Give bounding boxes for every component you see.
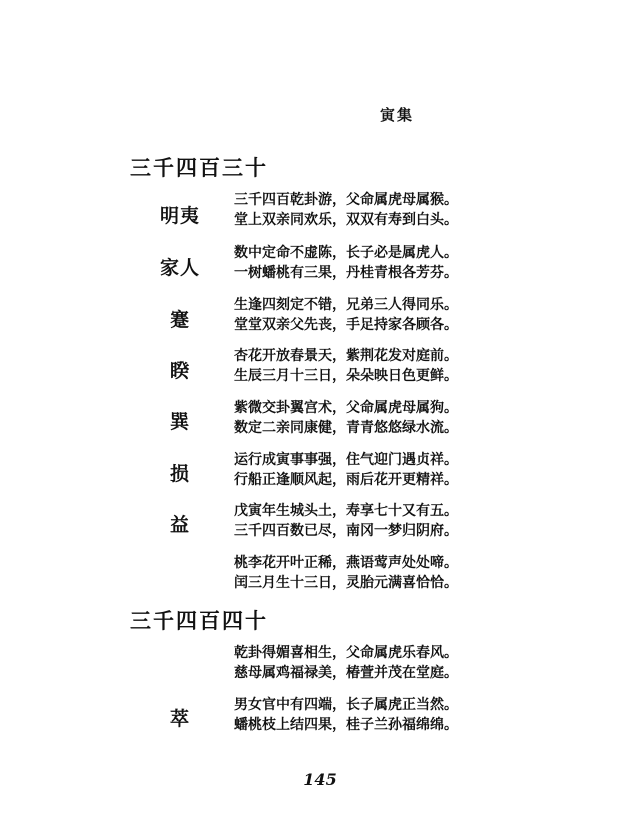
verse-line: 运行成寅事事强，住气迎门遇贞祥。 [234,452,458,468]
gua-name: 巽 [169,411,190,433]
gua-name: 蹇 [169,309,190,331]
verse-block [234,450,458,490]
verse-line: 行船正逢顺风起，雨后花开更精祥。 [234,472,458,488]
verse-line: 堂堂双亲父先丧，手足持家各顾各。 [234,317,458,333]
verse-line: 桃李花开叶正稀，燕语莺声处处啼。 [234,555,458,571]
verse-block [234,190,458,230]
verse-line: 生逢四刻定不错，兄弟三人得同乐。 [234,297,458,313]
verse-line: 乾卦得媚喜相生，父命属虎乐春风。 [234,645,458,661]
gua-name: 损 [169,463,190,485]
verse-line: 三千四百数已尽，南冈一梦归阴府。 [234,523,458,539]
verse-line: 数中定命不虚陈，长子必是属虎人。 [234,245,458,261]
running-head: 寅集 [380,106,415,124]
verse-block [234,553,458,593]
verse-line: 三千四百乾卦游，父命属虎母属猴。 [234,192,458,208]
verse-line: 男女官中有四端，长子属虎正当然。 [234,697,458,713]
verse-line: 闰三月生十三日，灵胎元满喜恰恰。 [234,575,458,591]
page-number: 145 [303,770,337,789]
gua-name: 萃 [169,708,190,730]
verse-block [234,295,458,335]
gua-name: 家人 [159,257,200,279]
verse-line: 紫微交卦翼宫术，父命属虎母属狗。 [234,400,458,416]
verse-line: 蟠桃枝上结四果，桂子兰孙福绵绵。 [234,717,458,733]
verse-block [234,346,458,386]
gua-name: 明夷 [159,205,200,227]
verse-block [234,398,458,438]
verse-line: 生辰三月十三日，朵朵映日色更鲜。 [234,368,458,384]
verse-line: 杏花开放春景天，紫荆花发对庭前。 [234,348,458,364]
verse-line: 戊寅年生城头土，寿享七十又有五。 [234,503,458,519]
verse-line: 堂上双亲同欢乐，双双有寿到白头。 [234,212,458,228]
verse-block [234,243,458,283]
verse-block [234,695,458,735]
gua-name: 益 [169,514,190,536]
section-title-3440: 三千四百四十 [130,608,268,633]
verse-block [234,643,458,683]
section-title-3430: 三千四百三十 [130,155,268,180]
gua-name: 睽 [169,360,190,382]
verse-line: 慈母属鸡福禄美，椿萱并茂在堂庭。 [234,665,458,681]
verse-block [234,501,458,541]
verse-line: 一树蟠桃有三果，丹桂青根各芳芬。 [234,265,458,281]
verse-line: 数定二亲同康健，青青悠悠绿水流。 [234,420,458,436]
